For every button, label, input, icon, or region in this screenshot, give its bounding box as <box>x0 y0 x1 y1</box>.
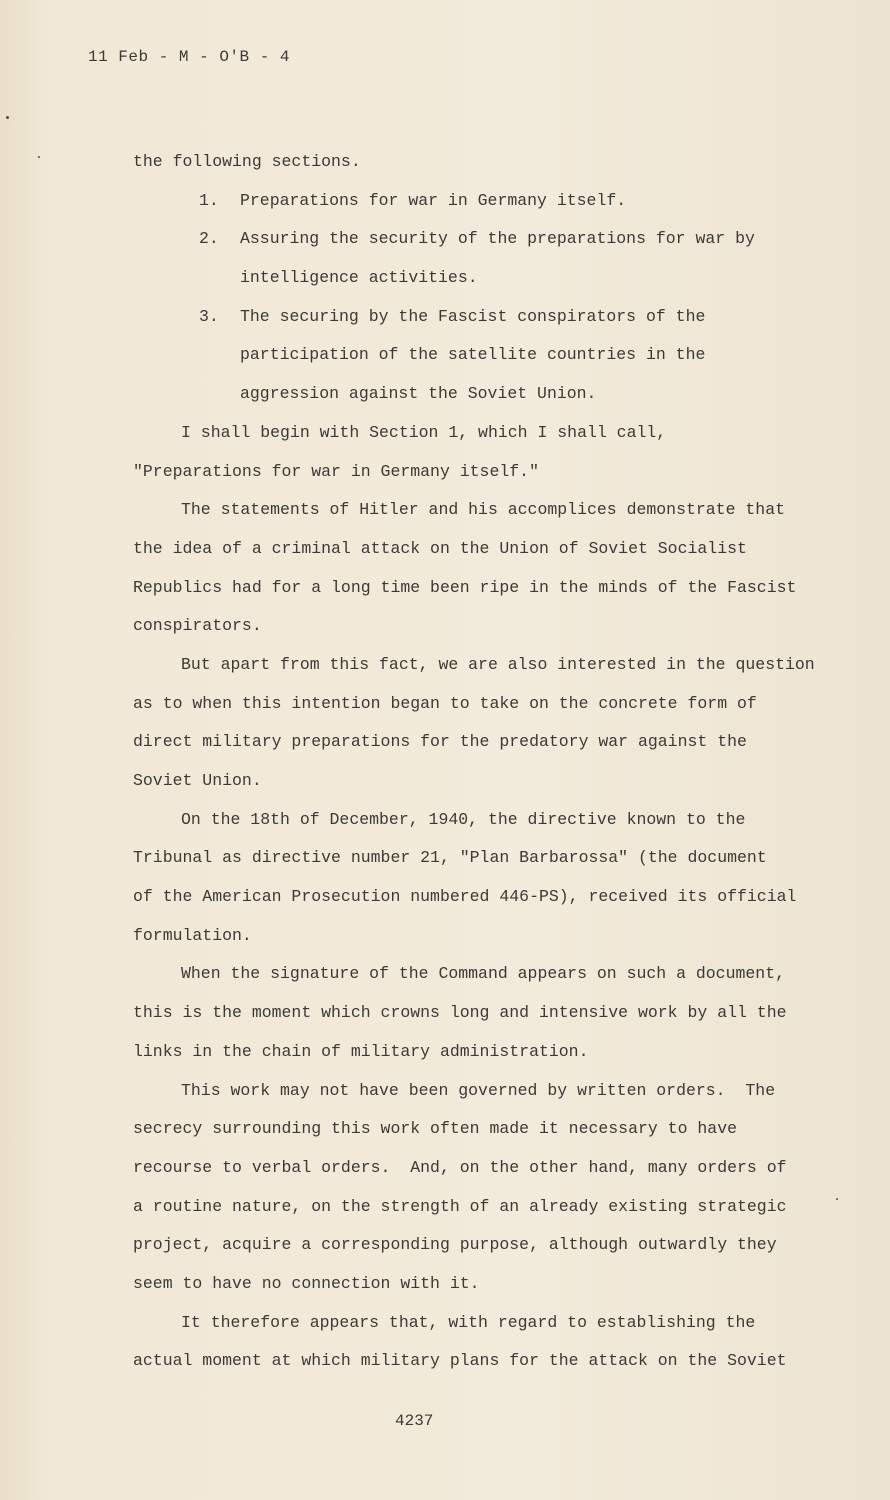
text-line: This work may not have been governed by written orders. The <box>181 1080 776 1100</box>
list-text: Assuring the security of the preparations for war by <box>240 229 755 249</box>
page-number: 4237 <box>395 1412 434 1430</box>
text-line: "Preparations for war in Germany itself." <box>133 461 539 481</box>
page-header: 11 Feb - M - O'B - 4 <box>88 48 291 66</box>
text-line: of the American Prosecution numbered 446-PS), received its official <box>133 887 797 907</box>
text-line: a routine nature, on the strength of an already existing strategic <box>133 1196 787 1216</box>
list-item-2 <box>133 220 813 259</box>
paper-speck <box>836 1198 838 1200</box>
text-line: this is the moment which crowns long and intensive work by all the <box>133 1003 787 1023</box>
list-text: Preparations for war in Germany itself. <box>240 190 627 210</box>
paper-speck <box>6 116 9 119</box>
text-line: recourse to verbal orders. And, on the other hand, many orders of <box>133 1157 787 1177</box>
text-line: On the 18th of December, 1940, the directive known to the <box>181 809 746 829</box>
text-line: project, acquire a corresponding purpose, although outwardly they <box>133 1235 777 1255</box>
list-number: 3. <box>199 306 219 326</box>
list-text: The securing by the Fascist conspirators of the <box>240 306 706 326</box>
text-line: But apart from this fact, we are also interested in the question <box>181 654 815 674</box>
text-line: Republics had for a long time been ripe in the minds of the Fascist <box>133 577 797 597</box>
list-continuation: aggression against the Soviet Union. <box>240 384 597 404</box>
text-line: I shall begin with Section 1, which I shall call, <box>181 422 667 442</box>
paper-speck <box>38 156 40 158</box>
text-line: direct military preparations for the predatory war against the <box>133 732 747 752</box>
document-body <box>133 143 813 1381</box>
text-line: as to when this intention began to take on the concrete form of <box>133 693 757 713</box>
list-number: 2. <box>199 229 219 249</box>
text-line: When the signature of the Command appears on such a document, <box>181 964 785 984</box>
text-line: The statements of Hitler and his accomplices demonstrate that <box>181 500 785 520</box>
list-continuation: participation of the satellite countries in the <box>240 345 706 365</box>
text-line: seem to have no connection with it. <box>133 1273 480 1293</box>
text-line: the following sections. <box>133 152 361 171</box>
text-line: Tribunal as directive number 21, "Plan Barbarossa" (the document <box>133 848 767 868</box>
list-item-1 <box>133 182 813 221</box>
text-line: the idea of a criminal attack on the Union of Soviet Socialist <box>133 538 747 558</box>
text-line: links in the chain of military administration. <box>133 1041 589 1061</box>
text-line: formulation. <box>133 925 252 945</box>
text-line: actual moment at which military plans for the attack on the Soviet <box>133 1351 787 1371</box>
list-number: 1. <box>199 190 219 210</box>
list-continuation: intelligence activities. <box>240 268 478 288</box>
text-line: secrecy surrounding this work often made it necessary to have <box>133 1119 737 1139</box>
text-line: Soviet Union. <box>133 771 262 790</box>
text-line: conspirators. <box>133 616 262 636</box>
text-line: It therefore appears that, with regard to establishing the <box>181 1312 756 1332</box>
list-item-3 <box>133 298 813 337</box>
